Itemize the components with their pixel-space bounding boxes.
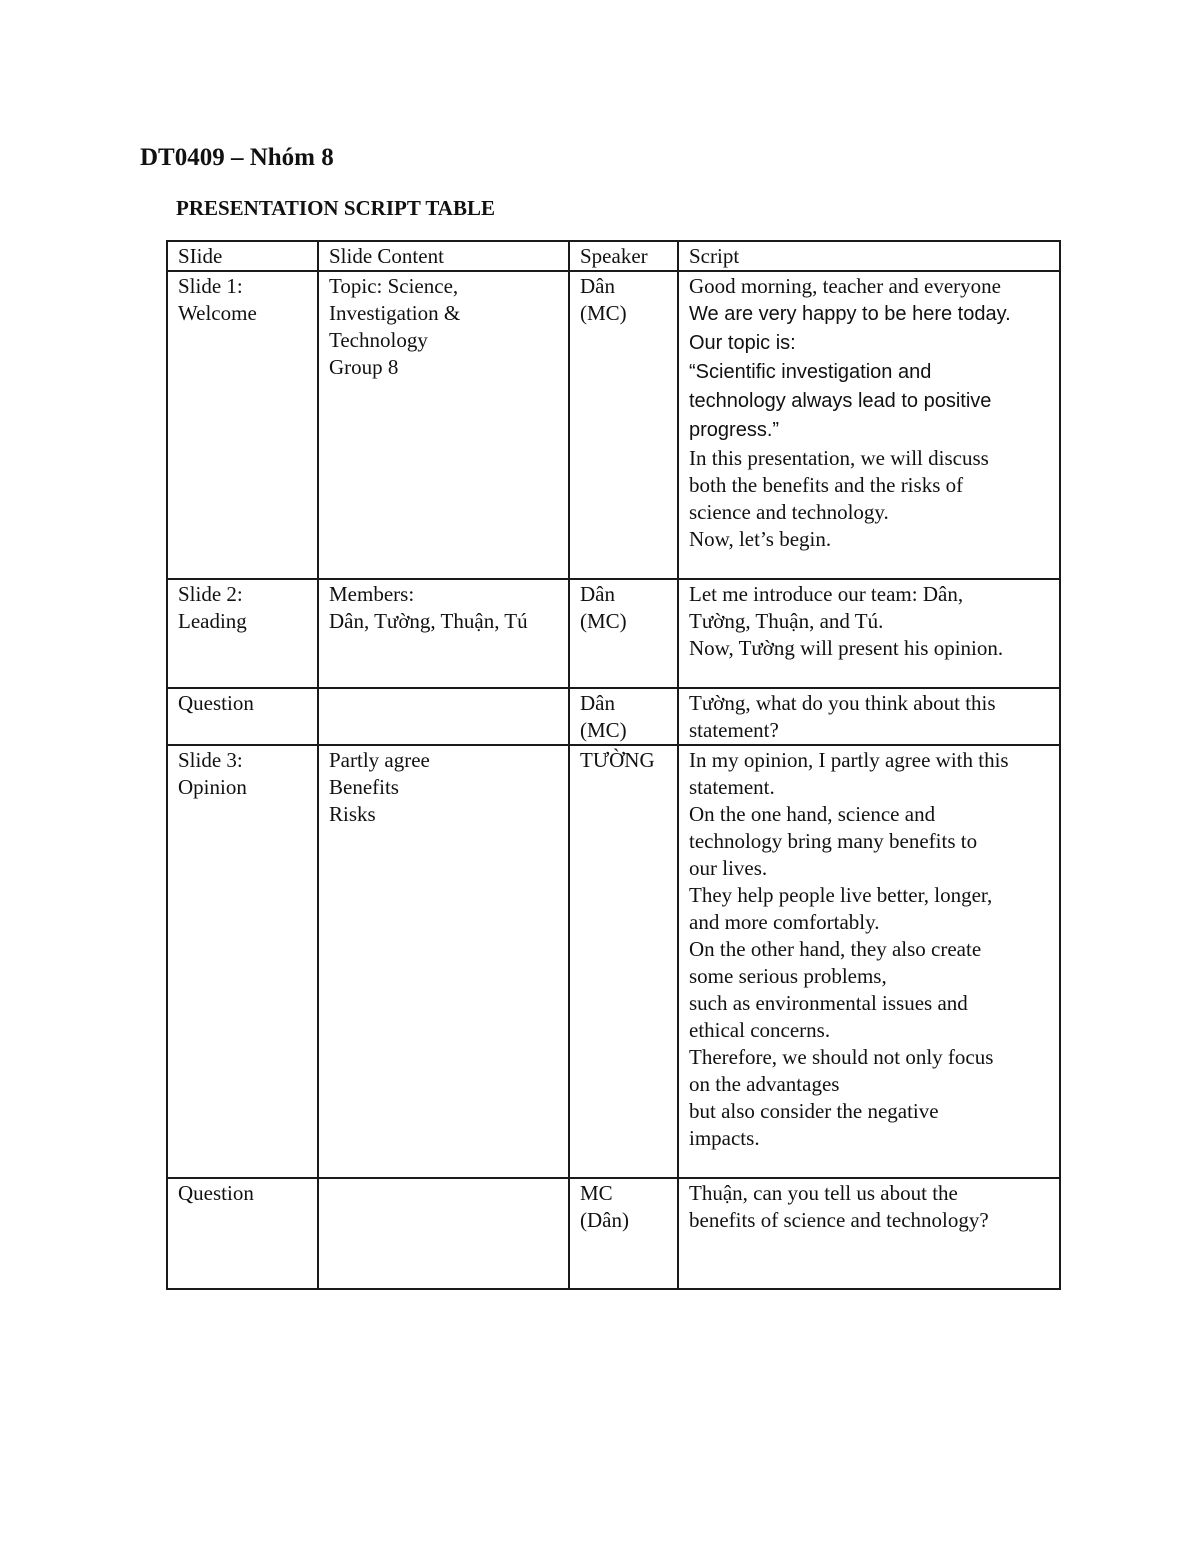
- script-line: Our topic is:: [689, 332, 796, 354]
- header-slide: SIide: [167, 241, 318, 271]
- content-line: Risks: [329, 802, 376, 826]
- script-line: We are very happy to be here today.: [689, 303, 1011, 325]
- speaker-line: (MC): [580, 609, 627, 633]
- content-cell: [318, 745, 569, 1178]
- slide-label: Opinion: [178, 775, 247, 799]
- speaker-line: (MC): [580, 718, 627, 742]
- content-line: Topic: Science,: [329, 274, 459, 298]
- script-line: technology always lead to positive: [689, 390, 992, 412]
- slide-label: Slide 1:: [178, 274, 243, 298]
- script-line: Now, Tường will present his opinion.: [689, 636, 1004, 660]
- slide-cell: [167, 271, 318, 579]
- script-line: Thuận, can you tell us about the: [689, 1181, 958, 1205]
- content-line: Dân, Tường, Thuận, Tú: [329, 609, 528, 633]
- script-line: Therefore, we should not only focus: [689, 1045, 994, 1069]
- script-line: and more comfortably.: [689, 910, 880, 934]
- table-row: [167, 271, 1060, 579]
- script-line: On the one hand, science and: [689, 802, 936, 826]
- script-line: In this presentation, we will discuss: [689, 446, 989, 470]
- slide-label: Question: [178, 1181, 254, 1205]
- content-cell: [318, 579, 569, 688]
- presentation-script-table: [166, 240, 1061, 1290]
- script-line: Tường, what do you think about this: [689, 691, 996, 715]
- speaker-line: (Dân): [580, 1208, 629, 1232]
- header-speaker: Speaker: [569, 241, 678, 271]
- table-row: [167, 579, 1060, 688]
- content-line: Members:: [329, 582, 415, 606]
- script-line: benefits of science and technology?: [689, 1208, 989, 1232]
- table-row: [167, 745, 1060, 1178]
- slide-cell: [167, 1178, 318, 1289]
- speaker-cell: [569, 688, 678, 745]
- content-line: Technology: [329, 328, 428, 352]
- script-cell: [678, 745, 1060, 1178]
- slide-label: Question: [178, 691, 254, 715]
- script-line: impacts.: [689, 1126, 760, 1150]
- content-line: Investigation &: [329, 301, 461, 325]
- script-cell: [678, 688, 1060, 745]
- script-cell: [678, 1178, 1060, 1289]
- script-line: Good morning, teacher and everyone: [689, 274, 1001, 298]
- speaker-line: TƯỜNG: [580, 748, 655, 772]
- content-cell: [318, 1178, 569, 1289]
- script-line: On the other hand, they also create: [689, 937, 982, 961]
- speaker-cell: [569, 579, 678, 688]
- script-line: our lives.: [689, 856, 768, 880]
- speaker-line: Dân: [580, 582, 615, 606]
- script-line: but also consider the negative: [689, 1099, 939, 1123]
- speaker-line: MC: [580, 1181, 613, 1205]
- script-line: on the advantages: [689, 1072, 840, 1096]
- content-line: Partly agree: [329, 748, 430, 772]
- script-line: technology bring many benefits to: [689, 829, 978, 853]
- speaker-cell: [569, 271, 678, 579]
- slide-label: Leading: [178, 609, 247, 633]
- header-slide-content: Slide Content: [318, 241, 569, 271]
- script-cell: [678, 271, 1060, 579]
- content-line: Group 8: [329, 355, 399, 379]
- script-line: some serious problems,: [689, 964, 887, 988]
- speaker-cell: [569, 745, 678, 1178]
- speaker-line: (MC): [580, 301, 627, 325]
- slide-label: Welcome: [178, 301, 257, 325]
- speaker-line: Dân: [580, 274, 615, 298]
- script-line: Let me introduce our team: Dân,: [689, 582, 964, 606]
- slide-cell: [167, 579, 318, 688]
- script-line: They help people live better, longer,: [689, 883, 993, 907]
- speaker-cell: [569, 1178, 678, 1289]
- script-line: progress.”: [689, 419, 780, 441]
- script-line: such as environmental issues and: [689, 991, 968, 1015]
- slide-cell: [167, 745, 318, 1178]
- document-subtitle: PRESENTATION SCRIPT TABLE: [176, 196, 495, 220]
- slide-label: Slide 3:: [178, 748, 243, 772]
- slide-cell: [167, 688, 318, 745]
- script-line: Tường, Thuận, and Tú.: [689, 609, 884, 633]
- script-line: statement?: [689, 718, 779, 742]
- speaker-line: Dân: [580, 691, 615, 715]
- script-cell: [678, 579, 1060, 688]
- script-line: science and technology.: [689, 500, 889, 524]
- content-cell: [318, 271, 569, 579]
- header-script: Script: [678, 241, 1060, 271]
- script-line: In my opinion, I partly agree with this: [689, 748, 1009, 772]
- script-line: “Scientific investigation and: [689, 361, 932, 383]
- script-line: both the benefits and the risks of: [689, 473, 964, 497]
- script-line: Now, let’s begin.: [689, 527, 832, 551]
- table-row: [167, 1178, 1060, 1289]
- script-line: statement.: [689, 775, 775, 799]
- slide-label: Slide 2:: [178, 582, 243, 606]
- table-row: [167, 688, 1060, 745]
- content-cell: [318, 688, 569, 745]
- document-title: DT0409 – Nhóm 8: [140, 144, 334, 171]
- table-header-row: [167, 241, 1060, 271]
- script-line: ethical concerns.: [689, 1018, 831, 1042]
- content-line: Benefits: [329, 775, 399, 799]
